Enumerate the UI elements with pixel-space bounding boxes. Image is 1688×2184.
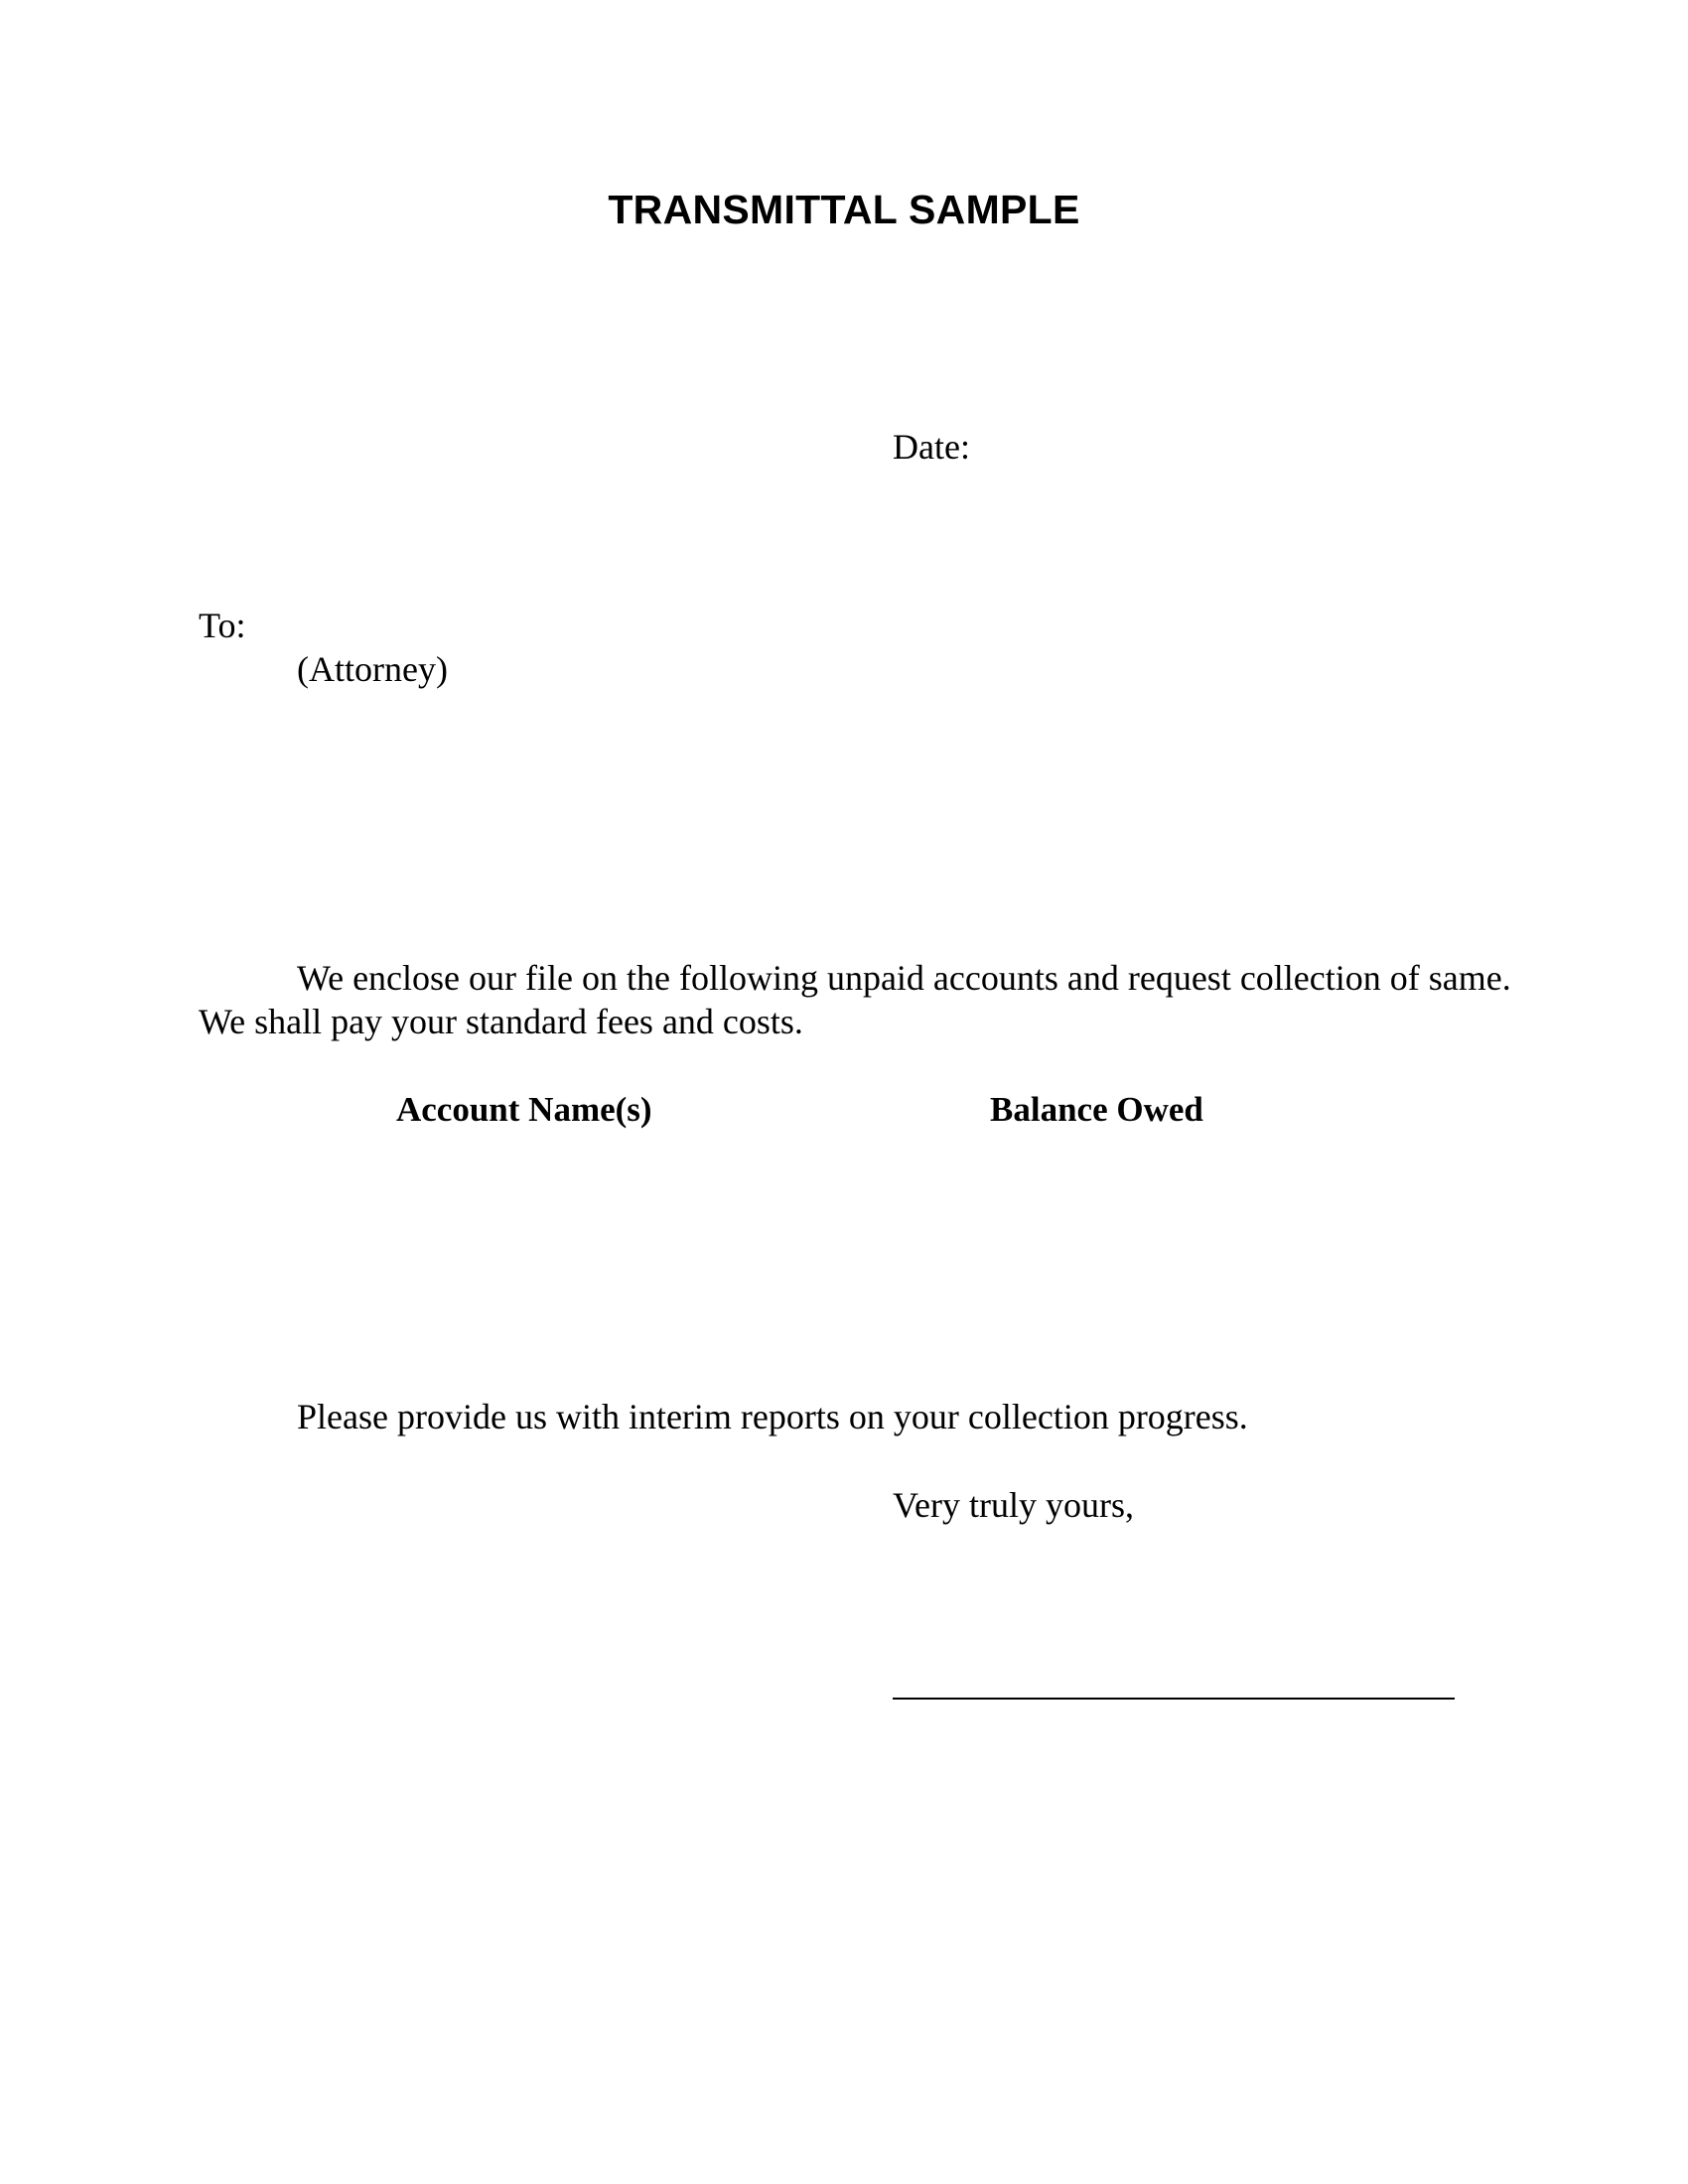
signature-line	[893, 1698, 1455, 1700]
interim-reports-paragraph: Please provide us with interim reports on your collection progress.	[297, 1397, 1248, 1436]
balance-owed-header: Balance Owed	[990, 1090, 1203, 1129]
accounts-list-area	[199, 1142, 1489, 1370]
account-names-header: Account Name(s)	[396, 1090, 652, 1129]
enclosure-paragraph-line-1: We enclose our file on the following unpaid accounts and request collection of same.	[297, 958, 1511, 998]
enclosure-paragraph-line-2: We shall pay your standard fees and costs.	[199, 1002, 803, 1041]
closing-salutation: Very truly yours,	[893, 1485, 1134, 1525]
enclosure-paragraph	[199, 956, 1511, 1043]
recipient-placeholder: (Attorney)	[297, 649, 448, 689]
date-label: Date:	[893, 427, 970, 467]
document-title: TRANSMITTAL SAMPLE	[608, 187, 1080, 232]
to-label: To:	[199, 606, 246, 645]
